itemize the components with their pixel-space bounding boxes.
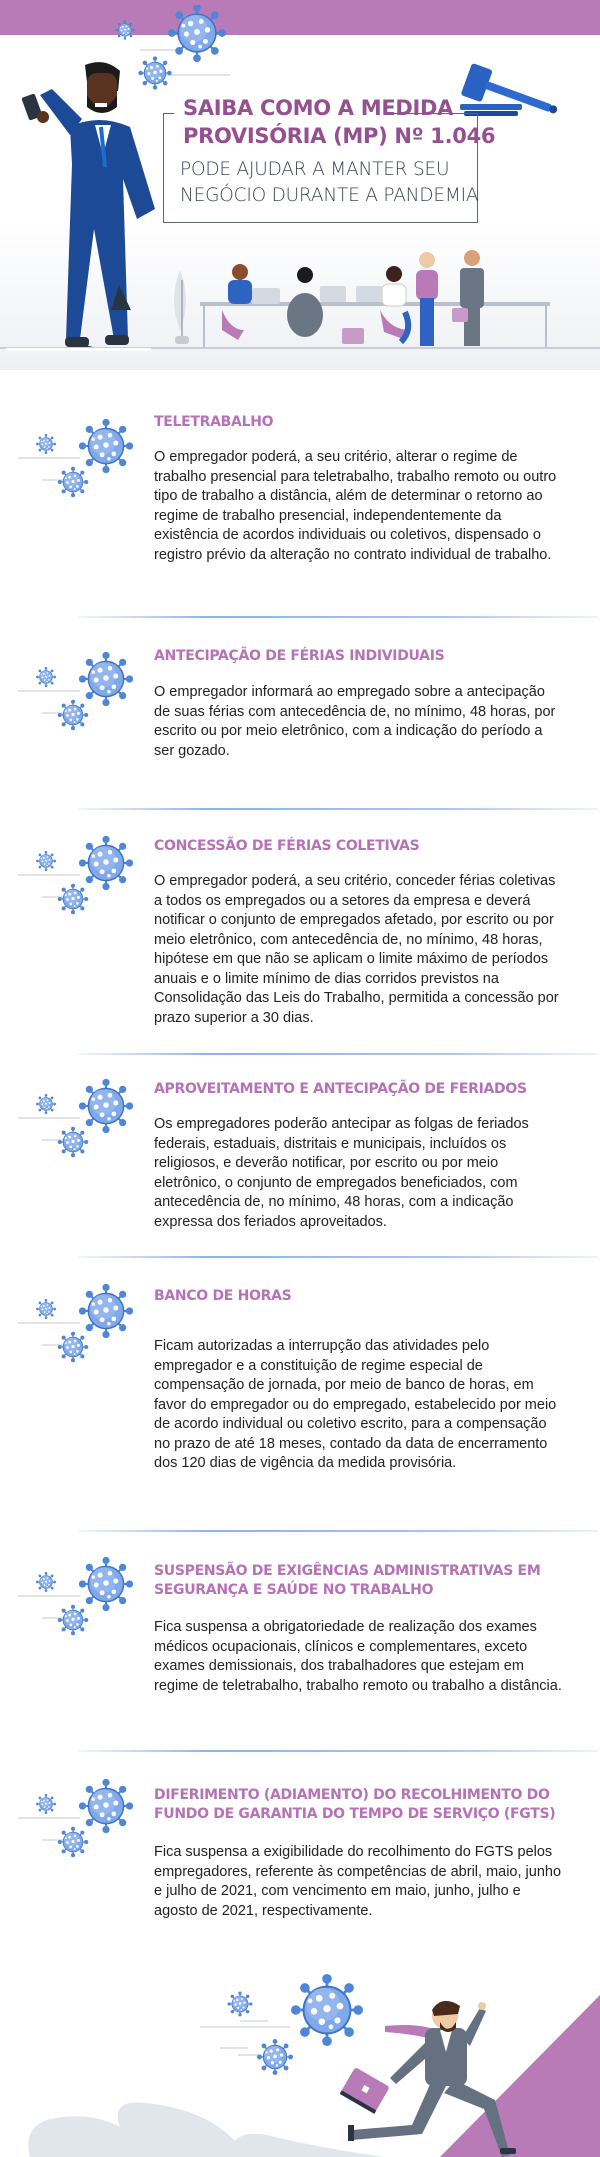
- page-title: [183, 94, 495, 150]
- section-body: O empregador informará ao empregado sobre a antecipação de suas férias com antecedência de, no mínimo, 48 horas, por escrito ou por meio eletrônico, com a indicação do período a ser gozado.: [154, 684, 556, 759]
- section-heading: ANTECIPAÇÃO DE FÉRIAS INDIVIDUAIS: [154, 648, 445, 664]
- page-subtitle-line2: NEGÓCIO DURANTE A PANDEMIA: [180, 185, 479, 206]
- virus-icon: [18, 1275, 148, 1365]
- section-body: Fica suspensa a exigibilidade do recolhimento do FGTS pelos empregadores, referente às competências de abril, maio, junho e julho de 2021, com vencimento em maio, junho, julho e agosto de 2021, respectivamente.: [154, 1844, 562, 1919]
- section-body: O empregador poderá, a seu critério, alterar o regime de trabalho presencial para teletrabalho, trabalho remoto ou outro tipo de trabalho a distância, além de determinar o retorno ao regime de trabalho presencial, independentemente da existência de acordos individuais ou coletivos, dispensado o registro prévio da alteração no contrato individual de trabalho.: [154, 449, 557, 563]
- section-divider: [78, 1530, 598, 1532]
- running-businessman-illustration: [0, 1930, 600, 2157]
- section-heading: DIFERIMENTO (ADIAMENTO) DO RECOLHIMENTO DO FUNDO DE GARANTIA DO TEMPO DE SERVIÇO (FGTS): [154, 1787, 556, 1822]
- office-team-illustration: [160, 240, 580, 350]
- section-divider: [78, 616, 598, 618]
- section-heading: SUSPENSÃO DE EXIGÊNCIAS ADMINISTRATIVAS EM SEGURANÇA E SAÚDE NO TRABALHO: [154, 1563, 541, 1598]
- section-divider: [78, 808, 598, 810]
- section-heading: BANCO DE HORAS: [154, 1288, 292, 1304]
- virus-icon: [18, 410, 148, 500]
- page-title-line2: PROVISÓRIA (MP) Nº 1.046: [183, 124, 496, 148]
- section-divider: [78, 1053, 598, 1055]
- virus-icon: [18, 827, 148, 917]
- page-subtitle-line1: PODE AJUDAR A MANTER SEU: [180, 159, 450, 180]
- page-subtitle: [180, 157, 478, 209]
- section-heading: TELETRABALHO: [154, 414, 274, 430]
- section-heading: CONCESSÃO DE FÉRIAS COLETIVAS: [154, 838, 420, 854]
- section-body: Os empregadores poderão antecipar as folgas de feriados federais, estaduais, distritais e municipais, incluídos os religiosos, e deverão notificar, por escrito ou por meio eletrônico, o conjunto de empregados beneficiados, com antecedência de, no mínimo, 48 horas, com a indicação expressa dos feriados aproveitados.: [154, 1116, 529, 1230]
- virus-icon: [18, 1070, 148, 1160]
- virus-icon: [18, 1770, 148, 1860]
- virus-icon: [18, 643, 148, 733]
- page-title-line1: SAIBA COMO A MEDIDA: [183, 96, 454, 120]
- virus-icon: [18, 1548, 148, 1638]
- ground-highlight: [6, 348, 151, 351]
- section-divider: [78, 1256, 598, 1258]
- section-body: O empregador poderá, a seu critério, conceder férias coletivas a todos os empregados ou a setores da empresa e deverá notificar o conjunto de empregados afetado, por escrito ou por meio eletrônico, com antecedência de, no mínimo, 48 horas, hipótese em que não se aplicam o limite máximo de períodos anuais e o limite mínimo de dias corridos previstos na Consolidação das Leis do Trabalho, permitida a concessão por prazo superior a 30 dias.: [154, 873, 559, 1026]
- top-banner-bar: [0, 0, 600, 35]
- section-body: Ficam autorizadas a interrupção das atividades pelo empregador e a constituição de regime especial de compensação de jornada, por meio de banco de horas, em favor do empregador ou do empregado, estabelecido por meio de acordo individual ou coletivo escrito, para a compensação no prazo de até 18 meses, contado da data de encerramento dos 120 dias de vigência da medida provisória.: [154, 1338, 557, 1471]
- section-heading: APROVEITAMENTO E ANTECIPAÇÃO DE FERIADOS: [154, 1081, 527, 1097]
- section-divider: [78, 1750, 598, 1752]
- section-body: Fica suspensa a obrigatoriedade de realização dos exames médicos ocupacionais, clínicos e complementares, exceto exames demissionais, dos trabalhadores que estejam em regime de teletrabalho, trabalho remoto ou trabalho a distância.: [154, 1619, 562, 1694]
